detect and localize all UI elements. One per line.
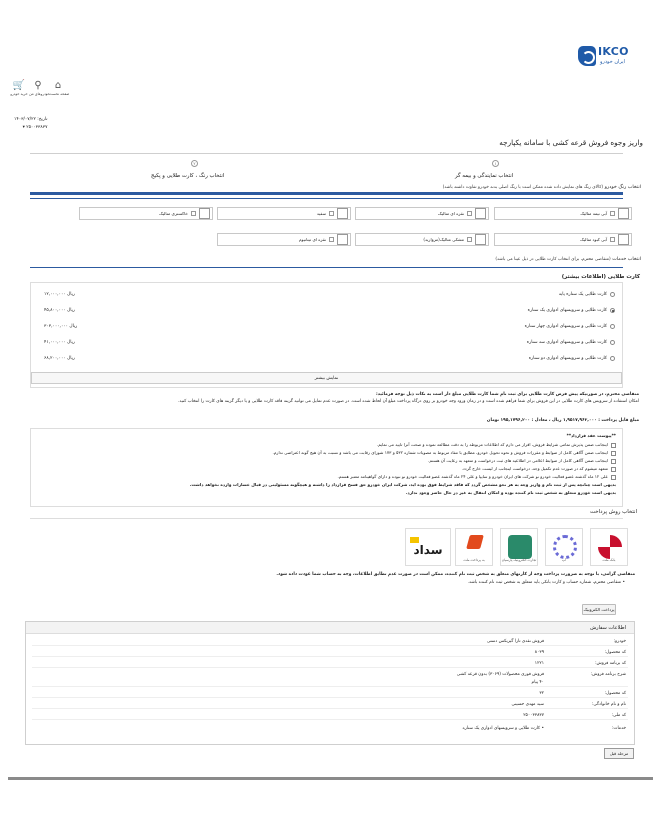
terms-item[interactable] xyxy=(37,458,616,464)
order-key: کد ملی: xyxy=(611,713,626,718)
card-name: کارت طلایی و سرویسهای ادواری دو ستاره xyxy=(528,356,607,361)
color-option[interactable] xyxy=(355,207,489,220)
order-key: کد محصول: xyxy=(604,691,626,696)
order-row xyxy=(26,679,634,687)
nav-home[interactable] xyxy=(49,80,70,96)
color-name: خاکستری متالیک xyxy=(159,211,188,216)
bank-ap-icon xyxy=(553,535,577,559)
notice-line-1: متقاضی محترم، در صورتیکه پیش فرض کارت طلایی برای ثبت نام شما کارت طلایی مبلغ دار است به نکات ذیل توجه فرمائید: xyxy=(376,392,639,397)
ikco-logo-mark-icon xyxy=(578,46,596,66)
bank-sadad-button[interactable] xyxy=(405,528,451,566)
golden-card-notice xyxy=(14,391,639,405)
order-value: ۴۰ پیام xyxy=(531,680,544,685)
order-row xyxy=(26,660,634,668)
color-name: نقره ای تیتانیوم xyxy=(298,237,326,242)
divider xyxy=(30,518,623,519)
date-block xyxy=(14,116,47,132)
bank-behpardakht-button[interactable] xyxy=(455,528,493,566)
previous-step-button[interactable]: مرحله قبل xyxy=(604,748,634,759)
color-option[interactable] xyxy=(217,233,351,246)
terms-checkbox[interactable] xyxy=(611,459,616,464)
color-name: مشکی متالیک(مروارید) xyxy=(423,237,464,242)
bank-parsian-icon xyxy=(508,535,532,559)
order-row xyxy=(26,690,634,698)
color-swatch xyxy=(475,234,486,245)
contract-terms-panel xyxy=(30,428,623,507)
nav-buy-car[interactable] xyxy=(10,80,28,96)
bank-name: سداد xyxy=(413,543,443,557)
color-checkbox[interactable] xyxy=(467,211,472,216)
top-navigation xyxy=(10,80,70,104)
order-key: کد محصول: xyxy=(604,650,626,655)
card-radio-selected[interactable] xyxy=(610,308,615,313)
terms-warning: بدیهی است چنانچه پس از ثبت نام و واریز وجه به هر نحو مشخص گردد که فاقد شرایط فوق بوده اید، شرکت ایران خودرو حق فسخ قرارداد را داشته و هیچگونه مسئولیتی در قبال خسارات وارده نخواهد داشت. xyxy=(189,482,616,487)
order-row xyxy=(26,701,634,709)
page-title: واریز وجوه فروش قرعه کشی با سامانه یکپارچه xyxy=(499,138,643,147)
brand-subtitle: ایران خودرو xyxy=(600,59,625,65)
color-swatch xyxy=(199,208,210,219)
colors-heading-sub: (کالای رنگ های نمایش داده شده ممکن است با رنگ اصلی بدنه خودرو تفاوت داشته باشد) xyxy=(442,185,604,190)
order-info-header xyxy=(26,622,634,634)
color-checkbox[interactable] xyxy=(610,237,615,242)
color-checkbox[interactable] xyxy=(467,237,472,242)
electronic-payment-button[interactable]: پرداخت الکترونیک xyxy=(582,604,616,615)
show-more-button[interactable]: نمایش بیشتر xyxy=(31,372,622,384)
row-divider xyxy=(32,656,628,657)
terms-text: علی ۱۲ ماه گذشته عضو فعالیت خودرو نو شرکت های ایران خودرو و سایپا و علی ۲۴ ماه گذشته عضو فعالیت خودرو نو نبوده و دارای گواهینامه معتبر هستم. xyxy=(337,474,608,479)
cars-icon: ⚲ xyxy=(34,80,42,91)
ikco-logo[interactable] xyxy=(578,44,644,70)
color-swatch xyxy=(618,234,629,245)
terms-text: اینجانب ضمن آگاهی کامل از ضوابط اعلامی در اطلاعیه های ثبت درخواست و متعهد به رعایت آن هستم. xyxy=(428,458,608,463)
colors-heading xyxy=(443,185,641,190)
order-value: ۸۰۳۹ xyxy=(534,650,544,655)
row-divider xyxy=(32,719,628,720)
order-value: فروش فوری محصولات (۳۰۶۹) بدون قرعه کشی xyxy=(456,672,544,677)
card-option[interactable] xyxy=(30,307,623,316)
nav-my-cars[interactable] xyxy=(29,80,50,96)
color-swatch xyxy=(337,208,348,219)
card-option[interactable] xyxy=(30,355,623,364)
terms-warning: بدیهی است خودرو متعلق به شخص ثبت نام کننده بوده و امکان انتقال به غیر در حال حاضر وجود ندارد. xyxy=(405,490,616,495)
color-checkbox[interactable] xyxy=(191,211,196,216)
card-option[interactable] xyxy=(30,339,623,348)
section-rule xyxy=(30,198,623,199)
card-price: ۴۵,۸۰۰,۰۰۰ ریال xyxy=(44,308,75,313)
bank-parsian-button[interactable] xyxy=(500,528,538,566)
services-heading xyxy=(495,257,641,262)
payable-total xyxy=(14,417,639,424)
color-name: آبی نیمه متالیک xyxy=(580,211,607,216)
bank-ap-button[interactable] xyxy=(545,528,583,566)
terms-title: **پیوست عقد قرارداد** xyxy=(566,433,616,438)
order-key: خدمات: xyxy=(611,726,626,731)
bank-name: بانک ملت xyxy=(602,558,616,562)
brand-name: IKCO xyxy=(598,45,629,58)
order-value: ۱۲۲۱ xyxy=(534,661,544,666)
order-value: ۳۲ xyxy=(539,691,544,696)
payment-notice-bullet: • متقاضی محترم، شماره حساب و کارت بانکی باید متعلق به شخص ثبت نام کننده باشد. xyxy=(467,580,625,585)
color-option[interactable] xyxy=(79,207,213,220)
terms-checkbox[interactable] xyxy=(611,467,616,472)
step-2-label: انتخاب رنگ ، کارت طلایی و پکیج xyxy=(151,173,225,179)
step-2-number: ۲ xyxy=(191,160,198,167)
color-option[interactable] xyxy=(217,207,351,220)
order-value: • کارت طلایی و سرویسهای ادواری یک ستاره xyxy=(462,726,544,731)
order-info-panel xyxy=(25,621,635,745)
services-heading-sub: (متقاضی محترم، برای انتخاب کارت طلایی در ذیل عینا می باشد) xyxy=(495,257,611,262)
card-radio[interactable] xyxy=(610,324,615,329)
row-divider xyxy=(32,667,628,668)
row-divider xyxy=(32,686,628,687)
nav-label: خودروهای من xyxy=(29,92,50,96)
card-option[interactable] xyxy=(30,323,623,332)
terms-text: اینجانب ضمن آگاهی کامل از ضوابط و مقررات فروش و نحوه تحویل خودرو، مطابق با مفاد مربوط به مصوبات شماره ۵۳۲ و ۱۷۳ شورای رقابت می باشد و نسبت به آن هیچ گونه اعتراضی ندارم. xyxy=(272,450,608,455)
color-option[interactable] xyxy=(355,233,489,246)
row-divider xyxy=(32,645,628,646)
order-row xyxy=(26,671,634,679)
card-radio[interactable] xyxy=(610,356,615,361)
order-key: خودرو: xyxy=(613,639,626,644)
payment-notice-text: متقاضی گرامی، با توجه به ضرورت پرداخت وجه از کارتهای متعلق به شخص ثبت نام کننده، ممکن است در صورت عدم تطابق اطلاعات، وجه به حساب شما عودت داده شود. xyxy=(276,572,635,577)
payment-heading: انتخاب روش پرداخت xyxy=(589,509,637,515)
bank-name: تجارت الکترونیک پارسیان xyxy=(501,558,537,562)
card-name: کارت طلایی و سرویسهای ادواری سه ستاره xyxy=(526,340,607,345)
home-icon: ⌂ xyxy=(54,80,62,91)
bottom-bar xyxy=(8,777,653,780)
bank-mellat-icon xyxy=(598,535,622,559)
order-value: سید مهدی حسینی xyxy=(511,702,544,707)
bank-name: به پرداخت ملت xyxy=(463,558,485,562)
card-price: ۴۱,۰۰۰,۰۰۰ ریال xyxy=(44,340,75,345)
color-name: سفید xyxy=(316,211,326,216)
color-checkbox[interactable] xyxy=(610,211,615,216)
card-radio[interactable] xyxy=(610,292,615,297)
color-option[interactable] xyxy=(494,233,632,246)
order-value: فروش نقدی تارا گیربکس دستی xyxy=(486,639,544,644)
terms-checkbox[interactable] xyxy=(611,451,616,456)
date-label: تاریخ: ۱۴۰۳/۰۷/۲۲ xyxy=(14,117,48,122)
terms-text: متعهد میشوم که در صورت عدم تکمیل وجه، درخواست اینجانب از لیست خارج گردد. xyxy=(461,466,608,471)
terms-item[interactable] xyxy=(37,466,616,472)
section-rule xyxy=(30,267,623,268)
row-divider xyxy=(32,708,628,709)
colors-heading-title: انتخاب رنگ خودرو xyxy=(604,185,641,190)
row-divider xyxy=(32,697,628,698)
card-price: ۱۲,۰۰۰,۰۰۰ ریال xyxy=(44,292,75,297)
payable-total-text: مبلغ قابل پرداخت : ۱,۹۵۱۷,۹۶۲,۰۰۰ ریال ، معادل : ۱۹۵,۱۷۹۶,۲۰۰ تومان xyxy=(486,418,639,423)
card-price: ۳۰۳,۰۰۰,۰۰۰ ریال xyxy=(44,324,78,329)
golden-card-heading[interactable]: کارت طلایی (اطلاعات بیشتر) xyxy=(561,274,640,280)
terms-item[interactable] xyxy=(37,474,616,480)
order-key: نام و نام خانوادگی: xyxy=(591,702,626,707)
order-row xyxy=(26,638,634,646)
color-swatch xyxy=(337,234,348,245)
step-1-label: انتخاب نمایندگی و بیمه گر xyxy=(455,173,514,179)
notice-line-2: امکان استفاده از سرویس های کارت طلایی در این فروش برای شما فراهم شده است و در زمان ورود وجه خودرو بر روی درگاه پرداخت مبلغ آن لحاظ شده است. در صورت عدم تمایل می توانید گزینه فاقد کارت طلایی و یا دیگر گزینه های کارت را انتخاب کنید. xyxy=(178,399,639,404)
color-name: نقره ای متالیک xyxy=(438,211,464,216)
bank-behpardakht-icon xyxy=(466,535,484,549)
cart-icon: 🛒 xyxy=(12,80,26,91)
order-value: ۲۵۰۰۳۳۸۳۷ xyxy=(523,713,544,718)
order-row xyxy=(26,725,634,733)
terms-item[interactable] xyxy=(37,450,616,456)
order-info-title: اطلاعات سفارش xyxy=(590,625,626,631)
order-row xyxy=(26,712,634,720)
terms-checkbox[interactable] xyxy=(611,475,616,480)
color-option[interactable] xyxy=(494,207,632,220)
user-code-dropdown[interactable]: ۲۵۰۰۳۳۸۳۷ ▾ xyxy=(22,125,48,130)
card-price: ۶۸,۲۰۰,۰۰۰ ریال xyxy=(44,356,75,361)
color-swatch xyxy=(475,208,486,219)
payment-notice xyxy=(18,571,635,587)
terms-text: اینجانب ضمن پذیرش تمامی شرایط فروش، اقرار می دارم که اطلاعات مربوطه را به دقت مطالعه نموده و صحت آنرا تایید می نمایم. xyxy=(376,442,608,447)
color-name: آبی کبود متالیک xyxy=(580,237,607,242)
color-swatch xyxy=(618,208,629,219)
nav-label: صفحه نخست xyxy=(49,92,70,96)
card-name: کارت طلایی یک ستاره پایه xyxy=(558,292,607,297)
card-option[interactable] xyxy=(30,291,623,300)
card-radio[interactable] xyxy=(610,340,615,345)
order-key: شرح برنامه فروش: xyxy=(590,672,626,677)
order-key: کد برنامه فروش: xyxy=(595,661,626,666)
terms-checkbox[interactable] xyxy=(611,443,616,448)
bank-mellat-button[interactable] xyxy=(590,528,628,566)
terms-item[interactable] xyxy=(37,442,616,448)
card-name: کارت طلایی و سرویسهای ادواری چهار ستاره xyxy=(524,324,607,329)
color-checkbox[interactable] xyxy=(329,211,334,216)
step-1-number: ۱ xyxy=(492,160,499,167)
bank-name: آپ xyxy=(561,558,567,562)
card-name: کارت طلایی و سرویسهای ادواری یک ستاره xyxy=(527,308,607,313)
divider xyxy=(30,153,623,154)
services-heading-title: انتخاب خدمات xyxy=(612,257,641,262)
order-row xyxy=(26,649,634,657)
step-progress-bar xyxy=(30,192,623,195)
nav-label: خرید خودرو xyxy=(10,92,28,96)
color-checkbox[interactable] xyxy=(329,237,334,242)
